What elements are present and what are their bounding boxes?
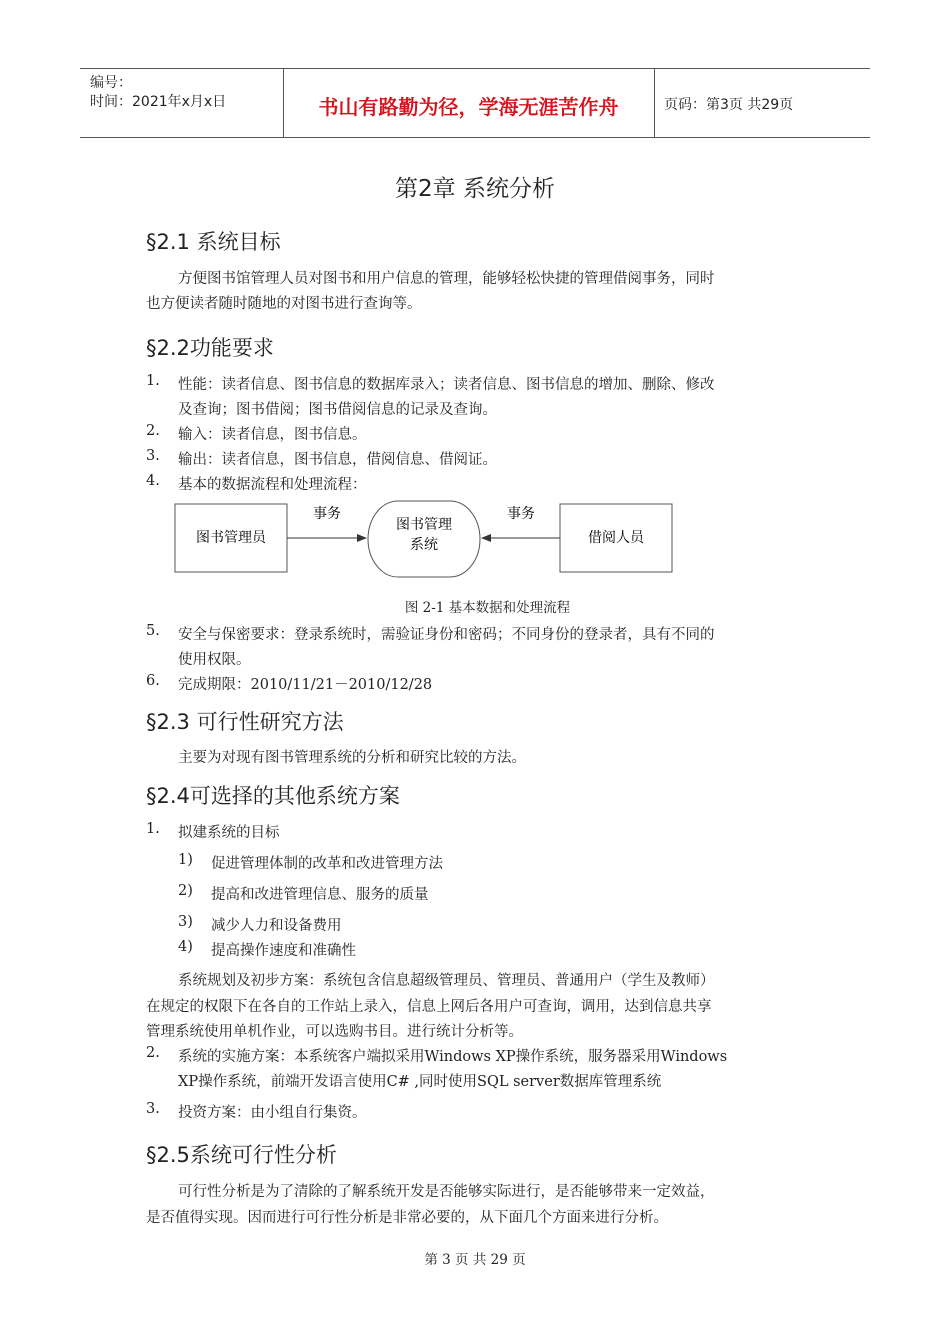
list-number: 1. xyxy=(146,821,160,837)
list-number: 2. xyxy=(146,423,160,439)
list-item-text: 基本的数据流程和处理流程： xyxy=(178,477,367,493)
sub-list-number: 2) xyxy=(178,883,193,899)
list-number: 3. xyxy=(146,1101,160,1117)
list-item-text: 投资方案：由小组自行集资。 xyxy=(178,1105,367,1121)
paragraph-line: 也方便读者随时随地的对图书进行查询等。 xyxy=(146,296,422,312)
data-flow-diagram xyxy=(170,496,680,586)
right-arrow-label: 事务 xyxy=(507,506,535,522)
list-number: 4. xyxy=(146,473,160,489)
sub-list-number: 4) xyxy=(178,939,193,955)
list-number: 6. xyxy=(146,673,160,689)
sub-list-text: 提高和改进管理信息、服务的质量 xyxy=(211,887,429,903)
list-item-text: 完成期限：2010/11/21－2010/12/28 xyxy=(178,677,433,693)
list-number: 3. xyxy=(146,448,160,464)
section-heading-2-4: §2.4可选择的其他系统方案 xyxy=(146,784,400,808)
paragraph-line: 在规定的权限下在各自的工作站上录入，信息上网后各用户可查询，调用，达到信息共享 xyxy=(146,999,712,1015)
system-label-line1: 图书管理 xyxy=(396,517,452,533)
librarian-label: 图书管理员 xyxy=(196,530,266,546)
system-label-line2: 系统 xyxy=(410,537,438,553)
chapter-title: 第2章 系统分析 xyxy=(395,176,555,202)
header-page-cell xyxy=(654,69,870,137)
number-label: 编号： xyxy=(90,75,132,91)
left-arrow-label: 事务 xyxy=(313,506,341,522)
borrower-label: 借阅人员 xyxy=(588,530,644,546)
list-item-text: 输入：读者信息，图书信息。 xyxy=(178,427,367,443)
paragraph-line: 是否值得实现。因而进行可行性分析是非常必要的，从下面几个方面来进行分析。 xyxy=(146,1210,668,1226)
date-label: 时间：2021年x月x日 xyxy=(90,94,227,110)
motto: 书山有路勤为径，学海无涯苦作舟 xyxy=(318,95,619,119)
section-heading-2-3: §2.3 可行性研究方法 xyxy=(146,710,344,734)
list-number: 5. xyxy=(146,623,160,639)
list-number: 2. xyxy=(146,1045,160,1061)
paragraph-line: 管理系统使用单机作业，可以选购书目。进行统计分析等。 xyxy=(146,1024,523,1040)
sub-list-text: 减少人力和设备费用 xyxy=(211,918,342,934)
paragraph-line: 系统规划及初步方案：系统包含信息超级管理员、管理员、普通用户（学生及教师） xyxy=(178,973,715,989)
sub-list-text: 提高操作速度和准确性 xyxy=(211,943,356,959)
sub-list-number: 3) xyxy=(178,914,193,930)
section-heading-2-2: §2.2功能要求 xyxy=(146,336,274,360)
header-motto-cell xyxy=(283,69,655,137)
paragraph-line: 主要为对现有图书管理系统的分析和研究比较的方法。 xyxy=(178,750,526,766)
list-item-text: 性能：读者信息、图书信息的数据库录入；读者信息、图书信息的增加、删除、修改 xyxy=(178,377,715,393)
list-item-text: 拟建系统的目标 xyxy=(178,825,280,841)
list-item-text: 及查询；图书借阅；图书借阅信息的记录及查询。 xyxy=(178,402,497,418)
figure-caption: 图 2-1 基本数据和处理流程 xyxy=(404,600,571,616)
list-item-text: XP操作系统，前端开发语言使用C# ,同时使用SQL server数据库管理系统 xyxy=(178,1074,662,1090)
page-header xyxy=(80,68,870,138)
sub-list-text: 促进管理体制的改革和改进管理方法 xyxy=(211,856,443,872)
sub-list-number: 1) xyxy=(178,852,193,868)
paragraph-line: 方便图书馆管理人员对图书和用户信息的管理，能够轻松快捷的管理借阅事务，同时 xyxy=(178,271,715,287)
list-number: 1. xyxy=(146,373,160,389)
list-item-text: 使用权限。 xyxy=(178,652,251,668)
section-heading-2-5: §2.5系统可行性分析 xyxy=(146,1143,337,1167)
header-meta-cell xyxy=(80,69,284,137)
paragraph-line: 可行性分析是为了清除的了解系统开发是否能够实际进行，是否能够带来一定效益， xyxy=(178,1184,715,1200)
list-item-text: 安全与保密要求：登录系统时，需验证身份和密码；不同身份的登录者，具有不同的 xyxy=(178,627,715,643)
list-item-text: 系统的实施方案：本系统客户端拟采用Windows XP操作系统，服务器采用Windows xyxy=(178,1049,728,1065)
page-footer: 第 3 页 共 29 页 xyxy=(424,1252,526,1268)
page-label: 页码：第3页 共29页 xyxy=(664,97,794,113)
section-heading-2-1: §2.1 系统目标 xyxy=(146,230,281,254)
list-item-text: 输出：读者信息，图书信息，借阅信息、借阅证。 xyxy=(178,452,497,468)
